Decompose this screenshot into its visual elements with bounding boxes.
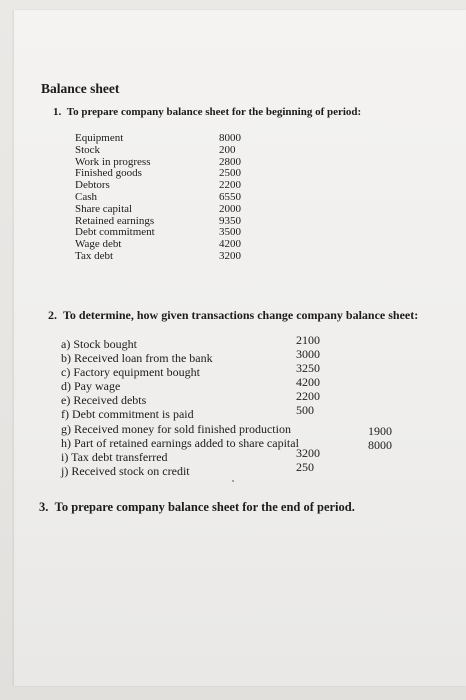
section-3-heading xyxy=(39,500,355,515)
item-label: Wage debt xyxy=(75,238,122,251)
item-label: Work in progress xyxy=(75,155,151,168)
transaction-value: 3250 xyxy=(296,361,320,376)
transaction-value: 1900 xyxy=(368,424,392,438)
section-1-number: 1. xyxy=(53,106,62,118)
item-value: 200 xyxy=(219,143,236,156)
transaction-value: 2100 xyxy=(296,333,320,347)
section-1-heading xyxy=(53,106,361,118)
transaction-label: d) Pay wage xyxy=(61,379,121,394)
opening-balance-labels xyxy=(75,133,155,263)
transaction-label: a) Stock bought xyxy=(61,337,137,351)
transaction-value xyxy=(296,432,320,446)
item-value: 3200 xyxy=(219,249,241,262)
item-value: 3500 xyxy=(219,226,241,239)
item-label: Retained earnings xyxy=(75,214,155,227)
section-3-heading-text: To prepare company balance sheet for the end of period. xyxy=(54,500,355,514)
transaction-label: e) Received debts xyxy=(61,393,147,408)
transaction-value: 2200 xyxy=(296,389,320,404)
section-2-heading xyxy=(48,308,418,323)
section-1-heading-text: To prepare company balance sheet for the beginning of period: xyxy=(66,106,362,118)
item-label: Finished goods xyxy=(75,167,142,180)
document-title: Balance sheet xyxy=(41,81,120,96)
transaction-label: j) Received stock on credit xyxy=(61,463,190,478)
item-value: 9350 xyxy=(219,214,241,227)
item-label: Debt commitment xyxy=(75,226,155,239)
transaction-value: 8000 xyxy=(368,438,392,453)
item-value: 2800 xyxy=(219,155,241,168)
transaction-value: 500 xyxy=(296,403,314,418)
section-2-heading-text: To determine, how given transactions change company balance sheet: xyxy=(63,308,419,322)
item-label: Stock xyxy=(75,143,101,156)
item-value: 6550 xyxy=(219,190,241,203)
section-3-number: 3. xyxy=(39,500,49,514)
transaction-value: 3000 xyxy=(296,347,320,362)
transaction-label: g) Received money for sold finished production xyxy=(61,421,291,436)
item-label: Debtors xyxy=(75,179,110,192)
transaction-label: f) Debt commitment is paid xyxy=(61,407,194,422)
transaction-values-right xyxy=(368,424,392,452)
transaction-label: c) Factory equipment bought xyxy=(61,365,200,380)
item-label: Cash xyxy=(75,190,97,203)
transaction-label: b) Received loan from the bank xyxy=(61,351,213,366)
opening-balance-values xyxy=(219,133,241,263)
transaction-value: 250 xyxy=(296,459,314,474)
ink-speck xyxy=(232,480,234,482)
item-value: 2500 xyxy=(219,167,241,180)
transaction-label: i) Tax debt transferred xyxy=(61,449,168,464)
item-value: 2000 xyxy=(219,202,241,215)
item-label: Tax debt xyxy=(75,249,114,262)
transaction-label: h) Part of retained earnings added to share capital xyxy=(61,435,299,450)
item-label: Equipment xyxy=(75,132,124,144)
transaction-value: 4200 xyxy=(296,375,320,390)
item-label: Share capital xyxy=(75,202,133,215)
transaction-value: 3200 xyxy=(296,445,320,460)
section-2-number: 2. xyxy=(48,308,57,322)
item-value: 8000 xyxy=(219,132,241,144)
item-value: 4200 xyxy=(219,238,241,251)
item-value: 2200 xyxy=(219,179,241,192)
transaction-value xyxy=(296,418,320,432)
transaction-labels xyxy=(61,337,299,478)
transaction-values xyxy=(296,333,320,474)
